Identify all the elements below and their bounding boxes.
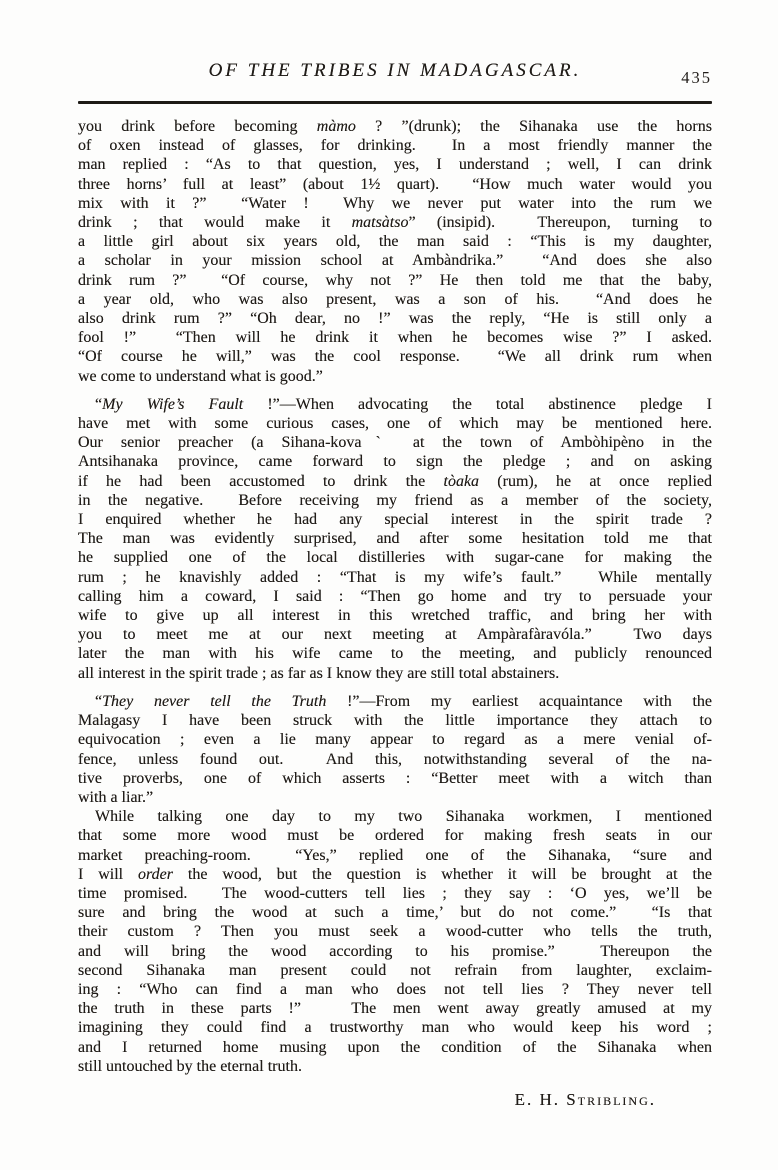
text-line: three horns’ full at least” (about 1½ quart). “How much water would you — [78, 175, 712, 193]
text-line: Malagasy I have been struck with the little importance they attach to — [78, 712, 712, 730]
text-line: all interest in the spirit trade ; as far as I know they are still total abstainers. — [78, 664, 560, 682]
header-rule — [78, 101, 712, 104]
text-line: Antsihanaka province, came forward to sign the pledge ; and on asking — [78, 453, 712, 471]
text-line: and will bring the wood according to his promise.” Thereupon the — [78, 942, 712, 960]
text-line: imagining they could find a trustworthy man who would keep his word ; — [78, 1019, 712, 1037]
page-header — [78, 0, 712, 88]
text-line: a year old, who was also present, was a son of his. “And does he — [78, 290, 712, 308]
text-line: he supplied one of the local distilleries with sugar-cane for making the — [78, 549, 712, 567]
text-line: The man was evidently surprised, and after some hesitation told me that — [78, 530, 712, 548]
text-line: “They never tell the Truth !”—From my earliest acquaintance with the — [95, 692, 712, 710]
text-line: second Sihanaka man present could not refrain from laughter, exclaim- — [78, 961, 712, 979]
text-line: ing : “Who can find a man who does not tell lies ? They never tell — [78, 980, 712, 998]
text-line: drink rum ?” “Of course, why not ?” He then told me that the baby, — [78, 271, 712, 289]
text-line: drink ; that would make it matsàtso” (insipid). Thereupon, turning to — [78, 214, 713, 232]
text-line: “Of course he will,” was the cool response. “We all drink rum when — [78, 348, 712, 366]
text-line: rum ; he knavishly added : “That is my wife’s fault.” While mentally — [78, 568, 712, 586]
paragraph — [78, 117, 712, 386]
author-signature: E. H. Stribling. — [514, 1089, 656, 1109]
text-line: you to meet me at our next meeting at Ampàrafàravóla.” Two days — [78, 626, 712, 644]
text-line: still untouched by the eternal truth. — [78, 1057, 302, 1075]
text-line: Our senior preacher (a Sihana-kovaˋ at the town of Ambòhipèno in the — [78, 434, 712, 452]
text-line: calling him a coward, I said : “Then go home and try to persuade your — [78, 587, 712, 605]
text-line: sure and bring the wood at such a time,’ but do not come.” “Is that — [78, 904, 712, 922]
text-line: tive proverbs, one of which asserts : “Better meet with a witch than — [78, 769, 712, 787]
text-line: fool !” “Then will he drink it when he becomes wise ?” I asked. — [78, 329, 712, 347]
text-line: also drink rum ?” “Oh dear, no !” was the reply, “He is still only a — [78, 310, 712, 328]
text-line: have met with some curious cases, one of which may be mentioned here. — [78, 415, 712, 433]
text-line: in the negative. Before receiving my friend as a member of the society, — [78, 491, 712, 509]
text-line: equivocation ; even a lie many appear to regard as a mere venial of- — [78, 731, 712, 749]
paragraph — [78, 807, 712, 1076]
text-line: market preaching-room. “Yes,” replied one of the Sihanaka, “sure and — [78, 846, 712, 864]
text-line: we come to understand what is good.” — [78, 367, 323, 385]
text-line: mix with it ?” “Water ! Why we never put water into the rum we — [78, 194, 712, 212]
page-number: 435 — [681, 68, 712, 87]
text-line: that some more wood must be ordered for making fresh seats in our — [78, 827, 712, 845]
text-line: wife to give up all interest in this wretched traffic, and bring her with — [78, 607, 712, 625]
text-line: with a liar.” — [78, 788, 154, 806]
running-title: OF THE TRIBES IN MADAGASCAR. — [208, 60, 582, 81]
text-line: fence, unless found out. And this, notwithstanding several of the na- — [78, 750, 712, 768]
text-line: if he had been accustomed to drink the tòaka (rum), he at once replied — [78, 472, 713, 490]
paragraph — [78, 395, 712, 683]
text-line: I will order the wood, but the question is whether it will be brought at the — [78, 865, 713, 883]
text-line: of oxen instead of glasses, for drinking. In a most friendly manner the — [78, 137, 712, 155]
text-line: later the man with his wife came to the meeting, and publicly renounced — [78, 645, 712, 663]
text-line: their custom ? Then you must seek a wood-cutter who tells the truth, — [78, 923, 712, 941]
text-line: I enquired whether he had any special interest in the spirit trade ? — [78, 511, 712, 529]
text-line: “My Wife’s Fault !”—When advocating the total abstinence pledge I — [95, 395, 713, 413]
page-body — [78, 117, 712, 1076]
text-line: the truth in these parts !” The men went away greatly amused at my — [78, 1000, 712, 1018]
text-line: a little girl about six years old, the man said : “This is my daughter, — [78, 233, 712, 251]
text-line: and I returned home musing upon the condition of the Sihanaka when — [78, 1038, 712, 1056]
text-line: time promised. The wood-cutters tell lies ; they say : ‘O yes, we’ll be — [78, 884, 712, 902]
text-line: man replied : “As to that question, yes, I understand ; well, I can drink — [78, 156, 712, 174]
text-line: you drink before becoming màmo ? ”(drunk); the Sihanaka use the horns — [78, 118, 712, 135]
paragraph — [78, 692, 712, 807]
text-line: a scholar in your mission school at Ambàndrika.” “And does she also — [78, 252, 712, 270]
text-line: While talking one day to my two Sihanaka workmen, I mentioned — [95, 808, 712, 826]
